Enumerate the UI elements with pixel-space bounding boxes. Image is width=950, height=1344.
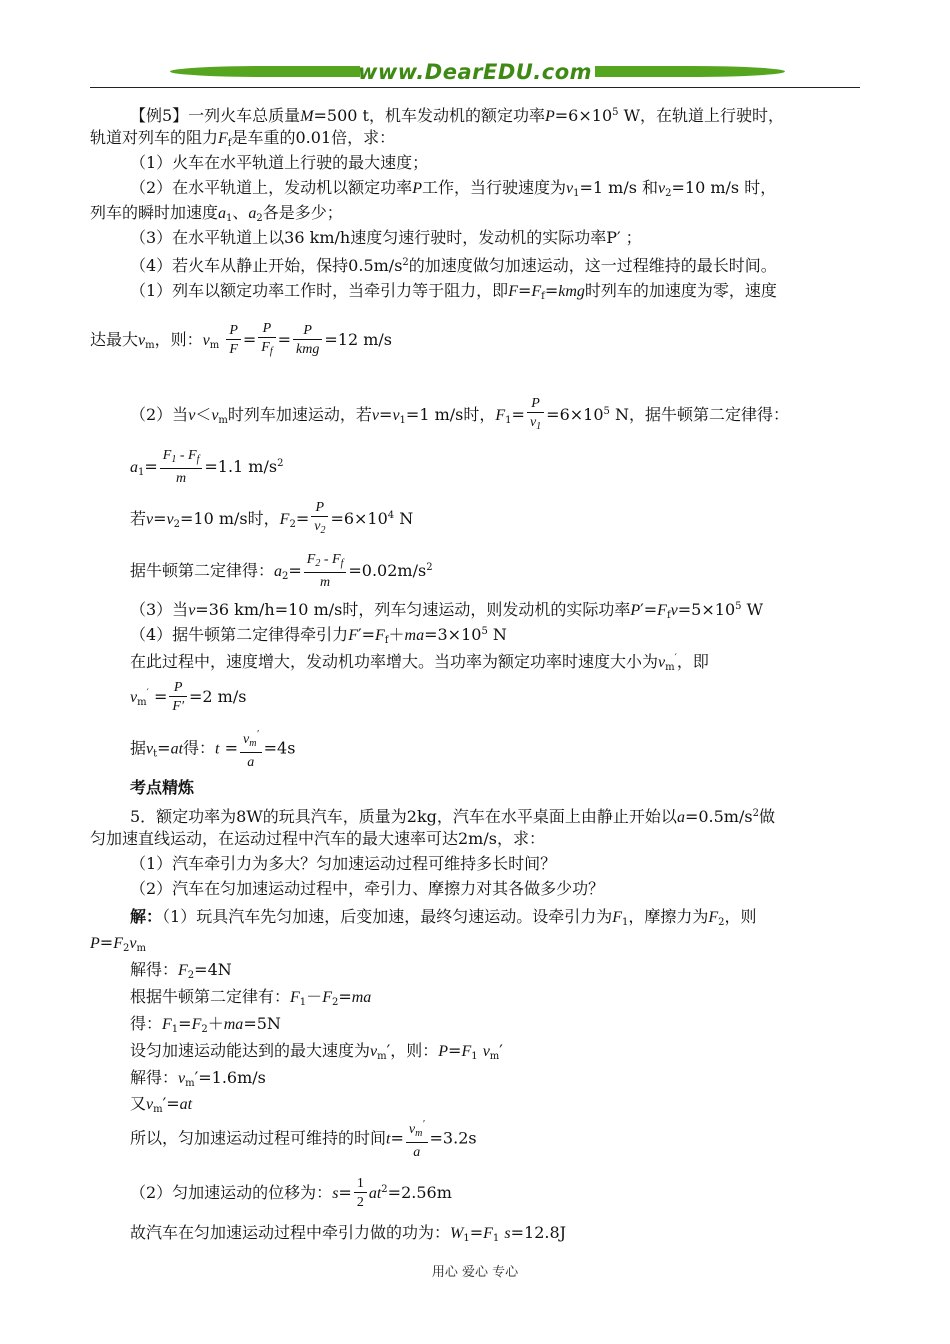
fraction-p-over-v1: $\frac{P}{v_1}$ bbox=[527, 395, 544, 436]
fraction-p-over-kmg: $\frac{P}{\text{kmg}}$ bbox=[293, 322, 322, 359]
fraction-vm-over-a: $\frac{v_m'}{a}$ bbox=[240, 726, 262, 772]
answer-8: 又$v_m'=at$ bbox=[130, 1094, 193, 1115]
fraction-accel-2: $\frac{F_2 - F_f}{m}$ bbox=[304, 551, 347, 592]
fraction-vm-over-a-2: $\frac{v_m'}{a}$ bbox=[406, 1116, 428, 1162]
page-footer: 用心 爱心 专心 bbox=[431, 1265, 519, 1280]
answer-label: 解： bbox=[130, 907, 163, 926]
header-swoosh-left bbox=[170, 66, 360, 77]
section-heading: 考点精炼 bbox=[130, 778, 195, 797]
question-2a: （2）在水平轨道上，发动机以额定功率P工作，当行驶速度为$v_1=1$ m/s 和$v_2=10$ m/s 时， bbox=[130, 178, 777, 199]
answer-2: $P=F_2v_m$ bbox=[90, 933, 146, 954]
problem-5a: 5．额定功率为8W的玩具汽车，质量为2kg，汽车在水平桌面上由静止开始以$a=0.5m/s^2$做 bbox=[130, 807, 775, 826]
fraction-p-over-ff: $\frac{P}{F_f}$ bbox=[258, 320, 275, 361]
problem-5b: 匀加速直线运动，在运动过程中汽车的最大速率可达2m/s，求： bbox=[90, 829, 545, 848]
question-1: （1）火车在水平轨道上行驶的最大速度； bbox=[130, 153, 429, 172]
problem-5-q1: （1）汽车牵引力为多大？匀加速运动过程可维持多长时间？ bbox=[130, 854, 557, 873]
solution-2d: 据牛顿第二定律得：$a_2=$ $\frac{F_2 - F_f}{m}$ $=0.02m/s^2$ bbox=[130, 552, 433, 590]
solution-2c: 若$v=v_2=10$ m/s时，$F_2=$ $\frac{P}{v_2}$ $=6\times 10^4$ N bbox=[130, 494, 413, 547]
site-logo: www.DearEDU.com bbox=[357, 60, 593, 84]
solution-2b: $a_1=$ $\frac{F_1 - F_f}{m}$ =1.1 $m/s^2$ bbox=[130, 448, 284, 486]
answer-6: 设匀加速运动能达到的最大速度为$v_m'$，则：$P=F_1$ $v_m'$ bbox=[130, 1041, 503, 1062]
solution-1b: 达最大$v_m$，则：$v_m$ $\frac{P}{F}$ = $\frac{P}{F_f}$ = $\frac{P}{\text{kmg}}$ =12 m/s bbox=[90, 318, 392, 368]
solution-3: （3）当v=36 km/h=10 m/s时，列车匀速运动，则发动机的实际功率$P'=F_fv=5\times 10^5$ W bbox=[130, 600, 764, 621]
solution-4d: 据$v_t=at$得：t = $\frac{v_m'}{a}$ =4s bbox=[130, 726, 295, 777]
fraction-accel-1: $\frac{F_1 - F_f}{m}$ bbox=[160, 447, 203, 488]
answer-10: （2）匀加速运动的位移为：s= $\frac{1}{2}$ $at^2=2.56m$ bbox=[130, 1176, 452, 1210]
fraction-p-over-f: $\frac{P}{F}$ bbox=[226, 322, 241, 359]
page-header bbox=[90, 56, 860, 92]
answer-7: 解得：$v_m'=1.6m/s$ bbox=[130, 1068, 266, 1089]
solution-4c: $v_m'$ = $\frac{P}{F'}$ =2 m/s bbox=[130, 680, 247, 714]
question-3: （3）在水平轨道上以36 km/h速度匀速行驶时，发动机的实际功率P′ ； bbox=[130, 228, 642, 247]
header-rule bbox=[90, 87, 860, 88]
answer-4: 根据牛顿第二定律有：$F_1-F_2=ma$ bbox=[130, 987, 372, 1008]
solution-4b: 在此过程中，速度增大，发动机功率增大。当功率为额定功率时速度大小为$v_m'$，即 bbox=[130, 652, 709, 673]
solution-1a: （1）列车以额定功率工作时，当牵引力等于阻力，即$F=F_f=kmg$时列车的加速度为零，速度 bbox=[130, 281, 777, 302]
answer-5: 得：$F_1=F_2+ma=5N$ bbox=[130, 1014, 281, 1035]
question-4: （4）若火车从静止开始，保持$0.5m/s^2$的加速度做匀加速运动，这一过程维持的最长时间。 bbox=[130, 256, 777, 275]
answer-9: 所以，匀加速运动过程可维持的时间t= $\frac{v_m'}{a}$ =3.2s bbox=[130, 1116, 477, 1162]
fraction-p-over-v2: $\frac{P}{v_2}$ bbox=[311, 499, 328, 540]
solution-2a: （2）当$v<v_m$时列车加速运动，若$v=v_1=1$ m/s时，$F_1=$ $\frac{P}{v_1}$ $=6\times 10^5$ N，据牛顿第二定律得： bbox=[130, 390, 789, 443]
fraction-one-half: $\frac{1}{2}$ bbox=[354, 1175, 367, 1212]
answer-1: 解：（1）玩具汽车先匀加速，后变加速，最终匀速运动。设牵引力为$F_1$，摩擦力为$F_2$，则 bbox=[130, 907, 757, 928]
answer-11: 故汽车在匀加速运动过程中牵引力做的功为：$W_1=F_1$ s=12.8J bbox=[130, 1223, 567, 1244]
answer-3: 解得：$F_2=4N$ bbox=[130, 960, 232, 981]
example-intro: 【例5】一列火车总质量M=500 t，机车发动机的额定功率$P=6\times 10^5$ W，在轨道上行驶时， bbox=[130, 106, 785, 125]
question-2b: 列车的瞬时加速度$a_1$、$a_2$各是多少； bbox=[90, 203, 343, 224]
header-swoosh-right bbox=[595, 66, 785, 77]
example-intro-2: 轨道对列车的阻力$F_f$是车重的0.01倍，求： bbox=[90, 128, 396, 149]
problem-5-q2: （2）汽车在匀加速运动过程中，牵引力、摩擦力对其各做多少功？ bbox=[130, 879, 605, 898]
solution-4: （4）据牛顿第二定律得牵引力$F'=F_f+ma=3\times 10^5$ N bbox=[130, 625, 507, 646]
fraction-p-over-fprime: $\frac{P}{F'}$ bbox=[169, 679, 187, 716]
